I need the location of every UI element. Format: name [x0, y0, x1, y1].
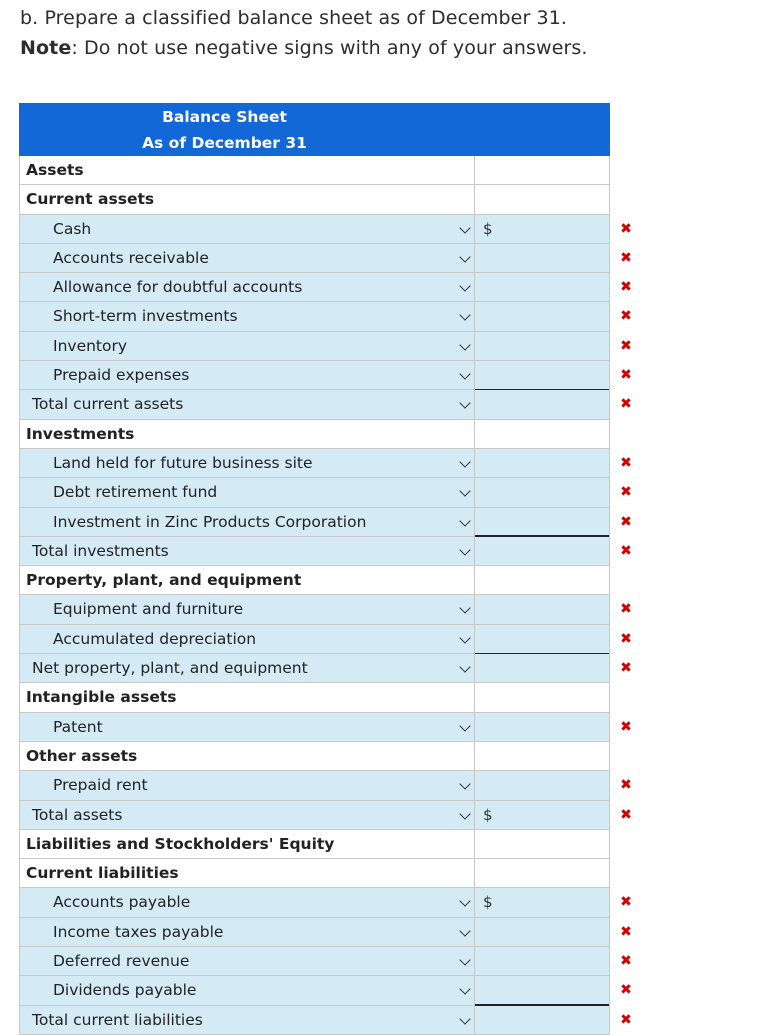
- chevron-down-icon[interactable]: [459, 339, 470, 350]
- line-item-row: [19, 801, 632, 830]
- row-label: Prepaid expenses: [53, 366, 190, 385]
- account-select[interactable]: [19, 771, 475, 800]
- chevron-down-icon[interactable]: [459, 486, 470, 497]
- line-item-row: [19, 595, 632, 624]
- empty-amount-cell: [475, 859, 610, 888]
- empty-amount-cell: [475, 830, 610, 859]
- amount-input[interactable]: [475, 478, 610, 507]
- row-label: Total current liabilities: [32, 1010, 203, 1029]
- dollar-sign: $: [483, 219, 493, 238]
- section-heading-row: [19, 683, 610, 712]
- chevron-down-icon[interactable]: [459, 456, 470, 467]
- line-item-row: [19, 918, 632, 947]
- amount-input[interactable]: [475, 947, 610, 976]
- row-label: Total assets: [32, 805, 123, 824]
- incorrect-cross-icon: ✖: [620, 806, 632, 823]
- account-select[interactable]: [19, 390, 475, 419]
- balance-sheet-table: [19, 103, 632, 1035]
- amount-input[interactable]: [475, 332, 610, 361]
- account-select[interactable]: [19, 273, 475, 302]
- account-select[interactable]: [19, 713, 475, 742]
- section-heading-row: [19, 859, 610, 888]
- row-label: Current assets: [26, 190, 155, 209]
- incorrect-cross-icon: ✖: [620, 777, 632, 794]
- account-select[interactable]: [19, 918, 475, 947]
- amount-input[interactable]: [475, 449, 610, 478]
- empty-amount-cell: [475, 683, 610, 712]
- row-label: Accumulated depreciation: [53, 629, 257, 648]
- row-label: Other assets: [26, 746, 138, 765]
- amount-input[interactable]: [475, 771, 610, 800]
- section-heading: [19, 830, 475, 859]
- line-item-row: [19, 449, 632, 478]
- row-label: Investment in Zinc Products Corporation: [53, 512, 367, 531]
- incorrect-cross-icon: ✖: [620, 630, 632, 647]
- empty-amount-cell: [475, 156, 610, 185]
- chevron-down-icon[interactable]: [459, 1013, 470, 1024]
- row-label: Deferred revenue: [53, 952, 190, 971]
- amount-input[interactable]: [475, 801, 610, 830]
- amount-input[interactable]: [475, 1006, 610, 1035]
- incorrect-cross-icon: ✖: [620, 337, 632, 354]
- amount-input[interactable]: [475, 361, 610, 390]
- amount-input[interactable]: [475, 244, 610, 273]
- section-heading: [19, 185, 475, 214]
- account-select[interactable]: [19, 654, 475, 683]
- table-header: [19, 103, 610, 156]
- incorrect-cross-icon: ✖: [620, 542, 632, 559]
- empty-amount-cell: [475, 742, 610, 771]
- account-select[interactable]: [19, 302, 475, 331]
- account-select[interactable]: [19, 976, 475, 1005]
- account-select[interactable]: [19, 947, 475, 976]
- chevron-down-icon[interactable]: [459, 661, 470, 672]
- row-label: Land held for future business site: [53, 453, 313, 472]
- amount-input[interactable]: [475, 888, 610, 917]
- chevron-down-icon[interactable]: [459, 720, 470, 731]
- line-item-row: [19, 361, 632, 390]
- section-heading-row: [19, 566, 610, 595]
- line-item-row: [19, 976, 632, 1005]
- table-body: [19, 156, 632, 1035]
- row-label: Cash: [53, 219, 92, 238]
- row-label: Investments: [26, 424, 135, 443]
- line-item-row: [19, 947, 632, 976]
- row-label: Net property, plant, and equipment: [32, 659, 308, 678]
- amount-input[interactable]: [475, 976, 610, 1005]
- note-label: Note: [20, 37, 72, 59]
- row-label: Equipment and furniture: [53, 600, 244, 619]
- section-heading-row: [19, 742, 610, 771]
- incorrect-cross-icon: ✖: [620, 601, 632, 618]
- sheet-subtitle: As of December 31: [142, 134, 307, 152]
- incorrect-cross-icon: ✖: [620, 396, 632, 413]
- note-line: [20, 37, 588, 59]
- chevron-down-icon[interactable]: [459, 603, 470, 614]
- incorrect-cross-icon: ✖: [620, 454, 632, 471]
- empty-amount-cell: [475, 566, 610, 595]
- row-label: Accounts payable: [53, 893, 191, 912]
- incorrect-cross-icon: ✖: [620, 308, 632, 325]
- line-item-row: [19, 302, 632, 331]
- sheet-title: Balance Sheet: [162, 108, 287, 126]
- incorrect-cross-icon: ✖: [620, 367, 632, 384]
- chevron-down-icon[interactable]: [459, 398, 470, 409]
- chevron-down-icon[interactable]: [459, 222, 470, 233]
- section-heading-row: [19, 830, 610, 859]
- note-text: : Do not use negative signs with any of your answers.: [71, 37, 588, 59]
- amount-input[interactable]: [475, 215, 610, 244]
- incorrect-cross-icon: ✖: [620, 660, 632, 677]
- chevron-down-icon[interactable]: [459, 954, 470, 965]
- section-heading: [19, 742, 475, 771]
- row-label: Liabilities and Stockholders' Equity: [26, 834, 335, 853]
- row-label: Total investments: [32, 541, 169, 560]
- incorrect-cross-icon: ✖: [620, 894, 632, 911]
- line-item-row: [19, 332, 632, 361]
- incorrect-cross-icon: ✖: [620, 923, 632, 940]
- incorrect-cross-icon: ✖: [620, 513, 632, 530]
- account-select[interactable]: [19, 478, 475, 507]
- row-label: Income taxes payable: [53, 922, 224, 941]
- chevron-down-icon[interactable]: [459, 515, 470, 526]
- row-label: Patent: [53, 717, 103, 736]
- line-item-row: [19, 244, 632, 273]
- line-item-row: [19, 215, 632, 244]
- line-item-row: [19, 390, 632, 419]
- dollar-sign: $: [483, 805, 493, 824]
- line-item-row: [19, 713, 632, 742]
- row-label: Inventory: [53, 336, 128, 355]
- amount-input[interactable]: [475, 595, 610, 624]
- row-label: Dividends payable: [53, 981, 197, 1000]
- account-select[interactable]: [19, 625, 475, 654]
- account-select[interactable]: [19, 508, 475, 537]
- row-label: Short-term investments: [53, 307, 238, 326]
- chevron-down-icon[interactable]: [459, 925, 470, 936]
- account-select[interactable]: [19, 537, 475, 566]
- empty-amount-cell: [475, 185, 610, 214]
- incorrect-cross-icon: ✖: [620, 982, 632, 999]
- amount-input[interactable]: [475, 654, 610, 683]
- incorrect-cross-icon: ✖: [620, 249, 632, 266]
- amount-input[interactable]: [475, 508, 610, 537]
- account-select[interactable]: [19, 888, 475, 917]
- line-item-row: [19, 888, 632, 917]
- incorrect-cross-icon: ✖: [620, 953, 632, 970]
- amount-input[interactable]: [475, 537, 610, 566]
- row-label: Current liabilities: [26, 864, 179, 883]
- line-item-row: [19, 654, 632, 683]
- row-label: Property, plant, and equipment: [26, 571, 302, 590]
- row-label: Debt retirement fund: [53, 483, 218, 502]
- account-select[interactable]: [19, 215, 475, 244]
- section-heading-row: [19, 185, 610, 214]
- section-heading: [19, 156, 475, 185]
- row-label: Assets: [26, 161, 84, 179]
- section-heading-row: [19, 156, 610, 185]
- row-label: Intangible assets: [26, 688, 177, 707]
- chevron-down-icon[interactable]: [459, 779, 470, 790]
- section-heading: [19, 859, 475, 888]
- chevron-down-icon[interactable]: [459, 310, 470, 321]
- incorrect-cross-icon: ✖: [620, 220, 632, 237]
- amount-input[interactable]: [475, 273, 610, 302]
- line-item-row: [19, 771, 632, 800]
- row-label: Total current assets: [32, 395, 184, 414]
- chevron-down-icon[interactable]: [459, 808, 470, 819]
- line-item-row: [19, 478, 632, 507]
- dollar-sign: $: [483, 893, 493, 912]
- incorrect-cross-icon: ✖: [620, 484, 632, 501]
- amount-input[interactable]: [475, 918, 610, 947]
- empty-amount-cell: [475, 420, 610, 449]
- incorrect-cross-icon: ✖: [620, 1011, 632, 1028]
- line-item-row: [19, 508, 632, 537]
- instruction-line: b. Prepare a classified balance sheet as of December 31.: [20, 7, 568, 29]
- account-select[interactable]: [19, 449, 475, 478]
- amount-input[interactable]: [475, 390, 610, 419]
- amount-input[interactable]: [475, 302, 610, 331]
- chevron-down-icon[interactable]: [459, 896, 470, 907]
- line-item-row: [19, 625, 632, 654]
- chevron-down-icon[interactable]: [459, 368, 470, 379]
- line-item-row: [19, 273, 632, 302]
- account-select[interactable]: [19, 801, 475, 830]
- chevron-down-icon[interactable]: [459, 984, 470, 995]
- chevron-down-icon[interactable]: [459, 544, 470, 555]
- chevron-down-icon[interactable]: [459, 281, 470, 292]
- line-item-row: [19, 1006, 632, 1035]
- row-label: Accounts receivable: [53, 248, 209, 267]
- incorrect-cross-icon: ✖: [620, 279, 632, 296]
- incorrect-cross-icon: ✖: [620, 718, 632, 735]
- amount-input[interactable]: [475, 713, 610, 742]
- section-heading: [19, 420, 475, 449]
- account-select[interactable]: [19, 332, 475, 361]
- chevron-down-icon[interactable]: [459, 251, 470, 262]
- amount-input[interactable]: [475, 625, 610, 654]
- row-label: Allowance for doubtful accounts: [53, 278, 303, 297]
- account-select[interactable]: [19, 595, 475, 624]
- account-select[interactable]: [19, 1006, 475, 1035]
- section-heading: [19, 683, 475, 712]
- chevron-down-icon[interactable]: [459, 632, 470, 643]
- line-item-row: [19, 537, 632, 566]
- row-label: Prepaid rent: [53, 776, 148, 795]
- account-select[interactable]: [19, 244, 475, 273]
- section-heading-row: [19, 420, 610, 449]
- section-heading: [19, 566, 475, 595]
- account-select[interactable]: [19, 361, 475, 390]
